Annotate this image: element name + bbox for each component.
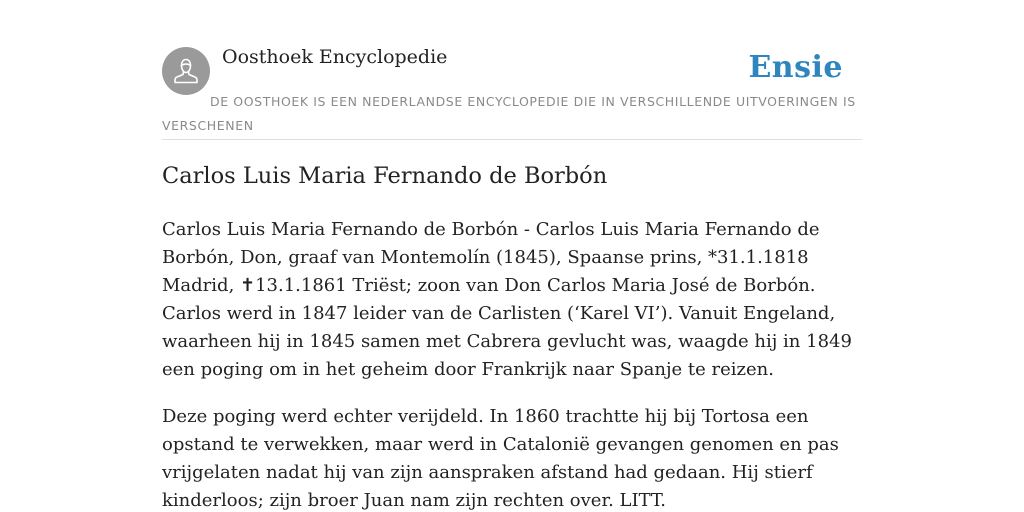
page-container bbox=[162, 0, 862, 511]
site-header bbox=[162, 0, 862, 140]
site-description: DE OOSTHOEK IS EEN NEDERLANDSE ENCYCLOPEDIE DIE IN VERSCHILLENDE UITVOERINGEN IS VERSCHENEN bbox=[162, 94, 856, 133]
brand-logo[interactable]: Ensie bbox=[748, 50, 843, 85]
user-icon[interactable] bbox=[162, 47, 210, 95]
site-name[interactable]: Oosthoek Encyclopedie bbox=[222, 46, 448, 68]
article-paragraph: Deze poging werd echter verijdeld. In 1860 trachtte hij bij Tortosa een opstand te verwekken, maar werd in Catalonië gevangen genomen en pas vrijgelaten nadat hij van zijn aanspraken afstand had gedaan. Hij stierf kinderloos; zijn broer Juan nam zijn rechten over. LITT. bbox=[162, 406, 839, 511]
article-paragraph: Carlos Luis Maria Fernando de Borbón - Carlos Luis Maria Fernando de Borbón, Don, graaf van Montemolín (1845), Spaanse prins, *31.1.1818 Madrid, ✝13.1.1861 Triëst; zoon van Don Carlos Maria José de Borbón. Carlos werd in 1847 leider van de Carlisten (‘Karel VI’). Vanuit Engeland, waarheen hij in 1845 samen met Cabrera gevlucht was, waagde hij in 1849 een poging om in het geheim door Frankrijk naar Spanje te reizen. bbox=[162, 219, 852, 380]
article-title: Carlos Luis Maria Fernando de Borbón bbox=[162, 163, 608, 189]
